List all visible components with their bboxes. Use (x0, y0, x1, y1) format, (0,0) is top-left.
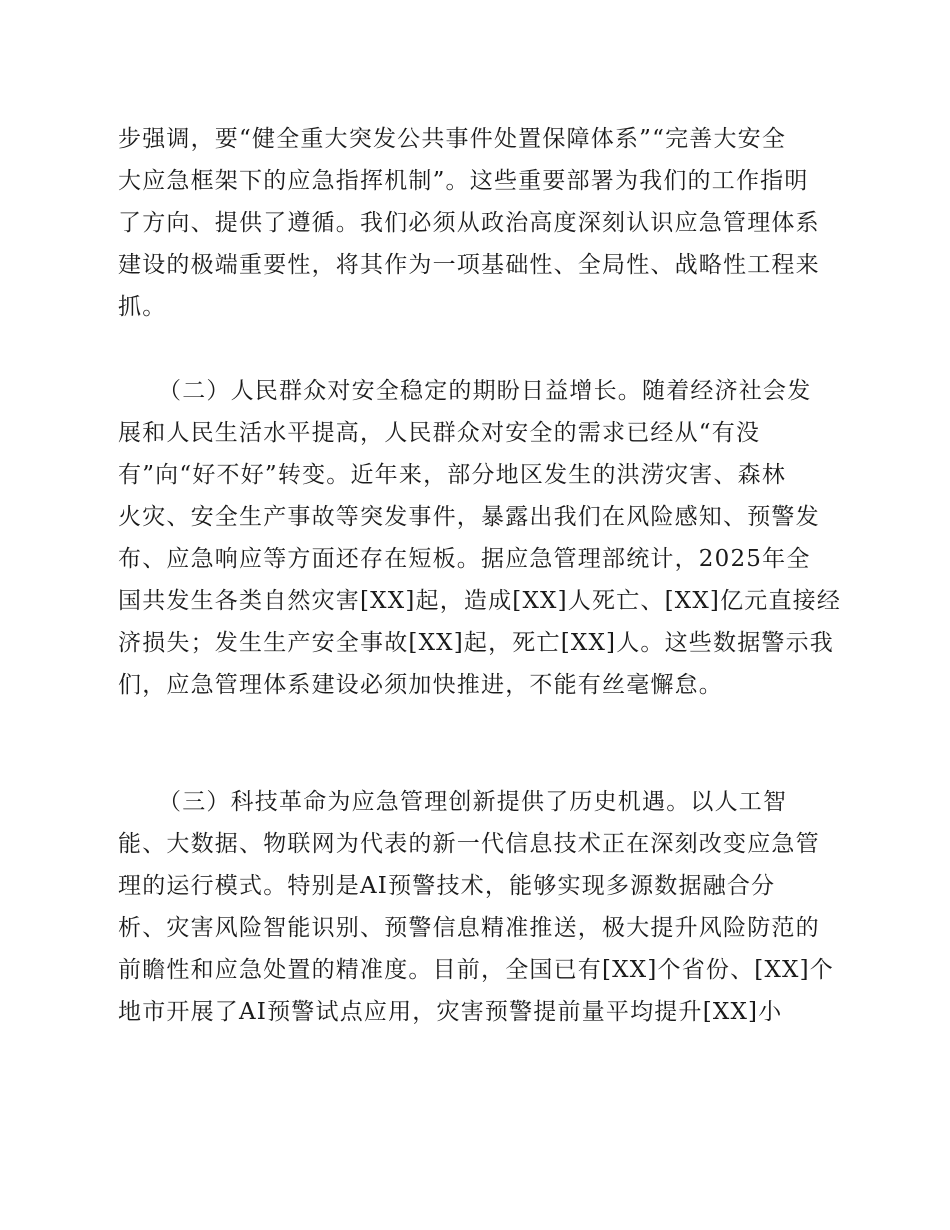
paragraph-1-line-5: 抓。 (118, 294, 167, 320)
paragraph-2-line-8: 们，应急管理体系建设必须加快推进，不能有丝毫懈怠。 (118, 672, 723, 698)
paragraph-1-line-1: 步强调，要“健全重大突发公共事件处置保障体系”“完善大安全 (118, 126, 787, 152)
paragraph-3-line-2: 能、大数据、物联网为代表的新一代信息技术正在深刻改变应急管 (118, 831, 820, 857)
paragraph-3-line-3: 理的运行模式。特别是AI预警技术，能够实现多源数据融合分 (118, 873, 776, 899)
paragraph-2-line-5: 布、应急响应等方面还存在短板。据应急管理部统计，2025年全 (118, 546, 811, 572)
paragraph-2-line-3: 有”向“好不好”转变。近年来，部分地区发生的洪涝灾害、森林 (118, 462, 787, 488)
paragraph-3-line-5: 前瞻性和应急处置的精准度。目前，全国已有[XX]个省份、[XX]个 (118, 957, 834, 983)
paragraph-1-line-4: 建设的极端重要性，将其作为一项基础性、全局性、战略性工程来 (118, 252, 820, 278)
paragraph-1-line-3: 了方向、提供了遵循。我们必须从政治高度深刻认识应急管理体系 (118, 210, 820, 236)
paragraph-3-line-4: 析、灾害风险智能识别、预警信息精准推送，极大提升风险防范的 (118, 915, 820, 941)
paragraph-2-line-4: 火灾、安全生产事故等突发事件，暴露出我们在风险感知、预警发 (118, 504, 820, 530)
paragraph-2-line-7: 济损失；发生生产安全事故[XX]起，死亡[XX]人。这些数据警示我 (118, 630, 834, 656)
paragraph-2-line-1: （二）人民群众对安全稳定的期盼日益增长。随着经济社会发 (158, 378, 812, 404)
paragraph-1-line-2: 大应急框架下的应急指挥机制”。这些重要部署为我们的工作指明 (118, 168, 809, 194)
paragraph-3-line-1: （三）科技革命为应急管理创新提供了历史机遇。以人工智 (158, 789, 788, 815)
paragraph-2-line-6: 国共发生各类自然灾害[XX]起，造成[XX]人死亡、[XX]亿元直接经 (118, 588, 842, 614)
paragraph-3-line-6: 地市开展了AI预警试点应用，灾害预警提前量平均提升[XX]小 (118, 999, 783, 1025)
paragraph-2-line-2: 展和人民生活水平提高，人民群众对安全的需求已经从“有没 (118, 420, 761, 446)
